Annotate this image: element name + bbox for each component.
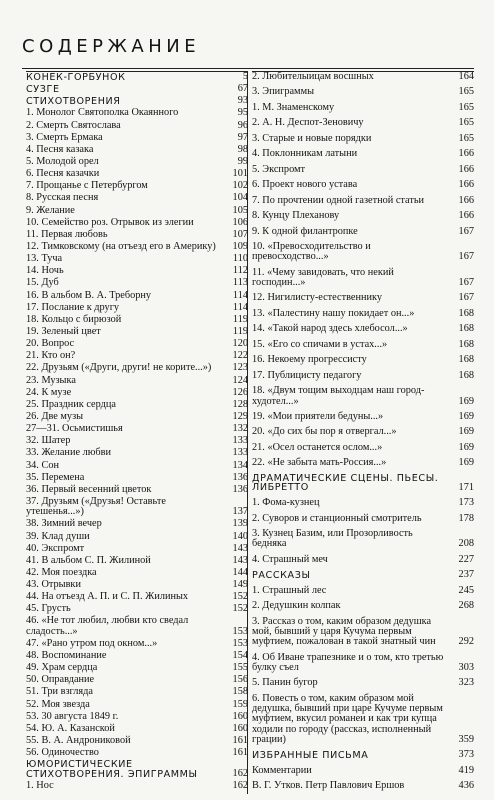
toc-entry <box>26 497 248 518</box>
toc-entry-title: 51. Три взгляда <box>26 686 93 698</box>
toc-entry <box>26 473 248 483</box>
toc-page-number: 129 <box>232 410 248 422</box>
toc-page-number: 143 <box>232 542 248 554</box>
toc-page-number: 161 <box>232 747 248 759</box>
toc-entry <box>252 781 474 791</box>
toc-entry-title: 2. Смерть Святослава <box>26 119 121 131</box>
toc-entry-title: 5. Молодой орел <box>26 155 99 167</box>
toc-entry-title: 1. М. Знаменскому <box>252 101 335 113</box>
toc-page-number: 167 <box>458 277 474 289</box>
toc-entry <box>26 604 248 614</box>
toc-page-number: 359 <box>458 734 474 746</box>
toc-page-number: 114 <box>232 301 248 313</box>
toc-page-number: 160 <box>232 710 248 722</box>
toc-entry <box>26 145 248 155</box>
toc-page-number: 164 <box>458 71 474 82</box>
toc-page-number: 171 <box>458 481 474 493</box>
toc-page-number: 152 <box>232 591 248 603</box>
toc-entry-title: 1. Страшный лес <box>252 584 327 596</box>
toc-entry <box>252 555 474 565</box>
toc-entry <box>26 580 248 590</box>
toc-entry <box>26 193 248 203</box>
toc-entry-title: 36. Первый весенний цветок <box>26 483 152 495</box>
toc-page-number: 109 <box>232 240 248 252</box>
toc-entry <box>252 694 474 745</box>
toc-entry <box>252 458 474 468</box>
toc-page-number: 133 <box>232 435 248 447</box>
toc-entry <box>252 371 474 381</box>
toc-entry-title: 17. Послание к другу <box>26 301 120 313</box>
toc-entry-title: 22. Друзьям («Други, други! не корите...») <box>26 362 212 374</box>
toc-entry <box>252 498 474 508</box>
toc-entry <box>26 700 248 710</box>
toc-page-number: 155 <box>232 662 248 674</box>
toc-entry-title: 12. Нигилисту-естественнику <box>252 292 382 304</box>
toc-page-number: 133 <box>232 447 248 459</box>
toc-entry-title: 2. А. Н. Деспот-Зеновичу <box>252 117 364 129</box>
toc-entry-title: 3. Эпиграммы <box>252 86 315 98</box>
toc-page-number: 167 <box>458 292 474 304</box>
toc-page-number: 140 <box>232 530 248 542</box>
toc-entry <box>252 227 474 237</box>
toc-entry <box>252 355 474 365</box>
toc-entry <box>26 254 248 264</box>
toc-entry <box>26 363 248 373</box>
toc-page-number: 166 <box>458 210 474 222</box>
toc-entry <box>26 651 248 661</box>
toc-entry <box>252 586 474 596</box>
toc-page-number: 126 <box>232 386 248 398</box>
toc-entry-title: 17. Публицисту педагогу <box>252 369 362 381</box>
toc-page-number: 143 <box>232 554 248 566</box>
toc-page-number: 124 <box>232 374 248 386</box>
toc-entry-title: 47. «Рано утром под окном...» <box>26 637 158 649</box>
toc-entry <box>252 118 474 128</box>
toc-entry <box>252 149 474 159</box>
toc-entry <box>26 485 248 495</box>
toc-entry-title: 52. Моя звезда <box>26 698 90 710</box>
toc-entry-title: 15. «Его со спичами в устах...» <box>252 338 388 350</box>
toc-entry <box>252 309 474 319</box>
toc-entry <box>252 617 474 648</box>
toc-entry-title: 19. Зеленый цвет <box>26 325 101 337</box>
toc-page-number: 178 <box>458 512 474 524</box>
toc-page-number: 156 <box>232 674 248 686</box>
toc-page-number: 292 <box>458 636 474 648</box>
toc-entry-title: 44. На отъезд А. П. и С. П. Жилиных <box>26 591 189 603</box>
toc-page-number: 136 <box>232 483 248 495</box>
toc-page-number: 165 <box>458 86 474 98</box>
toc-entry-title: 25. Праздник сердца <box>26 398 116 410</box>
toc-entry <box>26 278 248 288</box>
toc-section <box>252 570 474 580</box>
toc-entry <box>26 388 248 398</box>
toc-entry-title: 35. Перемена <box>26 471 85 483</box>
toc-entry <box>26 291 248 301</box>
toc-entry-title: 21. «Осел останется ослом...» <box>252 441 383 453</box>
toc-entry-title: 9. Желание <box>26 204 75 216</box>
toc-entry-title: ИЗБРАННЫЕ ПИСЬМА <box>252 750 369 762</box>
toc-section <box>252 474 474 493</box>
toc-entry <box>26 712 248 722</box>
toc-entry-title: 45. Грусть <box>26 603 71 615</box>
toc-entry <box>252 443 474 453</box>
page-title: СОДЕРЖАНИЕ <box>22 36 201 57</box>
toc-entry <box>26 133 248 143</box>
toc-entry <box>26 592 248 602</box>
toc-entry <box>26 376 248 386</box>
toc-entry <box>26 748 248 758</box>
toc-entry-title: 23. Музыка <box>26 374 76 386</box>
toc-entry <box>252 72 474 82</box>
toc-page-number: 165 <box>458 117 474 129</box>
toc-entry-title: 6. Повесть о том, каким образом мой дедушка, бывший при царе Кучуме первым муфтием, вкусил романеи и как три купца ходили по городу (рассказ, исполненный грации) <box>252 692 443 746</box>
toc-entry <box>26 303 248 313</box>
toc-entry-title: 4. Об Иване трапезнике и о том, кто третью булку съел <box>252 651 444 673</box>
toc-entry-title: 3. Старые и новые порядки <box>252 132 372 144</box>
toc-page-number: 137 <box>232 506 248 518</box>
toc-page-number: 119 <box>232 325 248 337</box>
toc-entry <box>252 103 474 113</box>
toc-entry-title: 9. К одной филантропке <box>252 225 358 237</box>
toc-entry <box>26 532 248 542</box>
toc-page-number: 173 <box>458 497 474 509</box>
toc-entry-title: 3. Рассказ о том, каким образом дедушка мой, бывший у царя Кучума первым муфтием, пожалован в такой знатный чин <box>252 615 436 648</box>
toc-page-number: 107 <box>232 228 248 240</box>
toc-entry-title: 6. Песня казачки <box>26 168 100 180</box>
toc-entry-title: 4. Страшный меч <box>252 553 328 565</box>
toc-entry <box>26 218 248 228</box>
toc-entry-title: 46. «Не тот любил, любви кто сведал сладость...» <box>26 615 189 637</box>
toc-entry <box>26 639 248 649</box>
toc-page-number: 168 <box>458 323 474 335</box>
toc-entry-title: 4. Песня казака <box>26 143 94 155</box>
toc-page-number: 169 <box>458 395 474 407</box>
toc-entry <box>26 327 248 337</box>
toc-entry <box>26 781 248 791</box>
toc-entry-title: 13. «Палестину нашу покидает он...» <box>252 307 415 319</box>
toc-page-number: 112 <box>232 265 248 277</box>
toc-entry-title: 1. Фома-кузнец <box>252 497 320 509</box>
toc-entry <box>252 412 474 422</box>
toc-entry <box>252 211 474 221</box>
toc-entry <box>26 724 248 734</box>
toc-section <box>26 84 248 94</box>
toc-entry-title: 16. Некоему прогрессисту <box>252 354 367 366</box>
toc-entry <box>26 675 248 685</box>
toc-entry <box>252 134 474 144</box>
toc-entry-title: 13. Туча <box>26 253 63 265</box>
toc-entry-title: 26. Две музы <box>26 410 84 422</box>
toc-entry <box>26 169 248 179</box>
toc-page-number: 162 <box>232 768 248 780</box>
toc-entry-title: 19. «Мои приятели бедуны...» <box>252 410 384 422</box>
toc-page-number: 96 <box>237 119 248 131</box>
toc-entry-title: 53. 30 августа 1849 г. <box>26 710 119 722</box>
toc-entry-title: 8. Кунцу Плеханову <box>252 210 340 222</box>
toc-entry-title: 7. Прощанье с Петербургом <box>26 180 148 192</box>
toc-entry <box>26 461 248 471</box>
toc-section <box>26 96 248 106</box>
toc-page-number: 166 <box>458 194 474 206</box>
header-rule <box>22 68 474 69</box>
toc-page-number: 144 <box>232 566 248 578</box>
toc-entry-title: 32. Шатер <box>26 435 71 447</box>
toc-entry <box>26 206 248 216</box>
toc-page-number: 110 <box>232 253 248 265</box>
toc-page-number: 245 <box>458 584 474 596</box>
toc-page-number: 152 <box>232 603 248 615</box>
toc-entry-title: 11. Первая любовь <box>26 228 108 240</box>
toc-entry-title: ЮМОРИСТИЧЕСКИЕ СТИХОТВОРЕНИЯ. ЭПИГРАММЫ <box>26 759 198 780</box>
toc-entry <box>26 544 248 554</box>
toc-entry <box>252 653 474 674</box>
toc-entry-title: 5. Панин бугор <box>252 677 318 689</box>
toc-entry <box>252 427 474 437</box>
toc-page-number: 149 <box>232 579 248 591</box>
toc-entry-title: 4. Поклонникам латыни <box>252 148 358 160</box>
toc-entry-title: 18. Кольцо с бирюзой <box>26 313 122 325</box>
toc-entry-title: 54. Ю. А. Казанской <box>26 722 115 734</box>
toc-entry <box>26 687 248 697</box>
toc-entry-title: ДРАМАТИЧЕСКИЕ СЦЕНЫ. ПЬЕСЫ. ЛИБРЕТТО <box>252 472 439 494</box>
toc-entry-title: 34. Сон <box>26 459 59 471</box>
toc-page-number: 169 <box>458 441 474 453</box>
toc-entry <box>252 242 474 263</box>
toc-page-number: 303 <box>458 661 474 673</box>
toc-page-number: 165 <box>458 132 474 144</box>
toc-entry-title: 8. Русская песня <box>26 192 99 204</box>
toc-entry-title: 6. Проект нового устава <box>252 179 358 191</box>
toc-entry <box>26 400 248 410</box>
toc-page-number: 5 <box>242 71 248 82</box>
toc-entry <box>252 165 474 175</box>
toc-page-number: 162 <box>232 780 248 792</box>
toc-entry-title: 2. Любителыицам восшных <box>252 71 374 82</box>
toc-section <box>26 760 248 779</box>
toc-entry <box>26 519 248 529</box>
toc-entry <box>26 121 248 131</box>
toc-page-number: 323 <box>458 677 474 689</box>
toc-entry-title: СТИХОТВОРЕНИЯ <box>26 95 121 107</box>
toc-entry <box>26 315 248 325</box>
toc-entry-title: 2. Суворов и станционный смотритель <box>252 512 422 524</box>
toc-page-number: 134 <box>232 459 248 471</box>
toc-entry <box>26 736 248 746</box>
toc-entry <box>26 663 248 673</box>
toc-page-number: 167 <box>458 251 474 263</box>
toc-entry-title: В. Г. Утков. Петр Павлович Ершов <box>252 780 405 792</box>
toc-entry-title: 56. Одиночество <box>26 747 99 759</box>
toc-entry <box>252 293 474 303</box>
toc-entry <box>26 157 248 167</box>
toc-entry-title: 5. Экспромт <box>252 163 306 175</box>
toc-entry <box>252 514 474 524</box>
toc-entry-title: 3. Смерть Ермака <box>26 131 103 143</box>
toc-page-number: 268 <box>458 600 474 612</box>
toc-page-number: 208 <box>458 538 474 550</box>
toc-page-number: 436 <box>458 780 474 792</box>
toc-entry <box>252 766 474 776</box>
toc-entry <box>26 556 248 566</box>
toc-entry <box>26 351 248 361</box>
toc-entry-title: 14. Ночь <box>26 265 64 277</box>
toc-page-number: 101 <box>232 168 248 180</box>
toc-entry-title: 20. «До сих бы пор я отвергал...» <box>252 426 397 438</box>
contents-left-column <box>26 72 248 792</box>
toc-entry <box>26 230 248 240</box>
toc-entry <box>252 180 474 190</box>
toc-entry-title: 20. Вопрос <box>26 338 75 350</box>
toc-entry-title: 42. Моя поездка <box>26 566 97 578</box>
toc-entry-title: СУЗГЕ <box>26 83 60 95</box>
toc-entry-title: 1. Монолог Святополка Окаянного <box>26 107 179 119</box>
toc-entry <box>26 616 248 637</box>
toc-page-number: 166 <box>458 179 474 191</box>
toc-entry-title: 48. Воспоминание <box>26 650 107 662</box>
toc-entry-title: 14. «Такой народ здесь хлебосол...» <box>252 323 408 335</box>
toc-page-number: 113 <box>232 277 248 289</box>
toc-page-number: 95 <box>237 107 248 119</box>
toc-entry <box>26 266 248 276</box>
toc-page-number: 132 <box>232 423 248 435</box>
toc-page-number: 166 <box>458 148 474 160</box>
toc-page-number: 98 <box>237 143 248 155</box>
toc-entry-title: 21. Кто он? <box>26 350 76 362</box>
toc-page-number: 136 <box>232 471 248 483</box>
toc-entry <box>26 568 248 578</box>
contents-right-column <box>252 72 474 792</box>
toc-page-number: 160 <box>232 722 248 734</box>
toc-entry <box>26 339 248 349</box>
toc-entry-title: 16. В альбом В. А. Треборну <box>26 289 152 301</box>
toc-entry-title: 10. Семейство роз. Отрывок из элегии <box>26 216 194 228</box>
toc-entry-title: 18. «Двум тощим выходцам наш город-худотел...» <box>252 385 425 407</box>
toc-entry <box>26 424 248 434</box>
toc-entry-title: КОНЕК-ГОРБУНОК <box>26 71 126 83</box>
toc-page-number: 120 <box>232 338 248 350</box>
toc-page-number: 161 <box>232 735 248 747</box>
toc-page-number: 99 <box>237 155 248 167</box>
toc-entry <box>252 529 474 550</box>
toc-page-number: 153 <box>232 637 248 649</box>
toc-page-number: 168 <box>458 338 474 350</box>
toc-section <box>252 750 474 760</box>
toc-entry <box>252 196 474 206</box>
toc-section <box>26 72 248 82</box>
toc-page-number: 128 <box>232 398 248 410</box>
toc-page-number: 419 <box>458 764 474 776</box>
toc-entry-title: 39. Клад души <box>26 530 90 542</box>
toc-page-number: 227 <box>458 553 474 565</box>
toc-page-number: 122 <box>232 350 248 362</box>
toc-page-number: 166 <box>458 163 474 175</box>
toc-entry-title: 43. Отрывки <box>26 579 81 591</box>
toc-entry-title: 37. Друзьям («Друзья! Оставьте утешенья...») <box>26 495 166 518</box>
toc-entry <box>252 678 474 688</box>
toc-entry <box>26 448 248 458</box>
toc-entry-title: 12. Тимковскому (на отъезд его в Америку) <box>26 240 216 252</box>
toc-entry-title: 7. По прочтении одной газетной статьи <box>252 194 425 206</box>
toc-page-number: 154 <box>232 650 248 662</box>
toc-page-number: 169 <box>458 457 474 469</box>
toc-entry-title: 27—31. Осьмистишья <box>26 423 123 435</box>
toc-entry-title: 22. «Не забыта мать-Россия...» <box>252 457 387 469</box>
toc-entry <box>252 340 474 350</box>
toc-entry-title: 2. Дедушкин колпак <box>252 600 341 612</box>
toc-page-number: 158 <box>232 686 248 698</box>
toc-entry-title: 49. Храм сердца <box>26 662 98 674</box>
toc-entry <box>252 601 474 611</box>
toc-page-number: 67 <box>237 83 248 95</box>
toc-entry-title: 50. Оправдание <box>26 674 95 686</box>
toc-page-number: 167 <box>458 225 474 237</box>
toc-page-number: 373 <box>458 749 474 761</box>
toc-entry <box>26 412 248 422</box>
toc-entry <box>252 386 474 407</box>
toc-page-number: 237 <box>458 569 474 581</box>
toc-page-number: 169 <box>458 426 474 438</box>
toc-entry-title: 40. Экспромт <box>26 542 85 554</box>
toc-page-number: 159 <box>232 698 248 710</box>
toc-page-number: 105 <box>232 204 248 216</box>
toc-entry-title: 33. Желание любви <box>26 447 112 459</box>
toc-page-number: 119 <box>232 313 248 325</box>
toc-page-number: 165 <box>458 101 474 113</box>
toc-page-number: 168 <box>458 354 474 366</box>
toc-entry-title: 55. В. А. Андрониковой <box>26 735 131 747</box>
toc-entry-title: 11. «Чему завидовать, что некий господин...» <box>252 266 394 289</box>
toc-page-number: 97 <box>237 131 248 143</box>
toc-entry <box>252 268 474 289</box>
toc-entry <box>252 324 474 334</box>
toc-entry <box>26 181 248 191</box>
toc-page-number: 106 <box>232 216 248 228</box>
toc-entry-title: 38. Зимний вечер <box>26 518 102 530</box>
toc-page-number: 104 <box>232 192 248 204</box>
toc-entry-title: РАССКАЗЫ <box>252 569 311 581</box>
toc-entry-title: 15. Дуб <box>26 277 59 289</box>
toc-page-number: 168 <box>458 369 474 381</box>
toc-entry-title: 1. Нос <box>26 780 54 792</box>
toc-page-number: 102 <box>232 180 248 192</box>
toc-page-number: 93 <box>237 95 248 107</box>
toc-entry <box>26 108 248 118</box>
toc-page-number: 139 <box>232 518 248 530</box>
toc-entry <box>252 87 474 97</box>
toc-entry <box>26 242 248 252</box>
toc-page-number: 168 <box>458 307 474 319</box>
toc-entry-title: 24. К музе <box>26 386 72 398</box>
toc-page-number: 114 <box>232 289 248 301</box>
toc-entry-title: Комментарии <box>252 764 312 776</box>
toc-page-number: 169 <box>458 410 474 422</box>
toc-entry <box>26 436 248 446</box>
toc-entry-title: 41. В альбом С. П. Жилиной <box>26 554 151 566</box>
toc-page-number: 123 <box>232 362 248 374</box>
toc-entry-title: 10. «Превосходительство и превосходство...» <box>252 240 371 263</box>
toc-page-number: 153 <box>232 625 248 637</box>
toc-entry-title: 3. Кузнец Базим, или Прозорливость бедняка <box>252 528 413 550</box>
